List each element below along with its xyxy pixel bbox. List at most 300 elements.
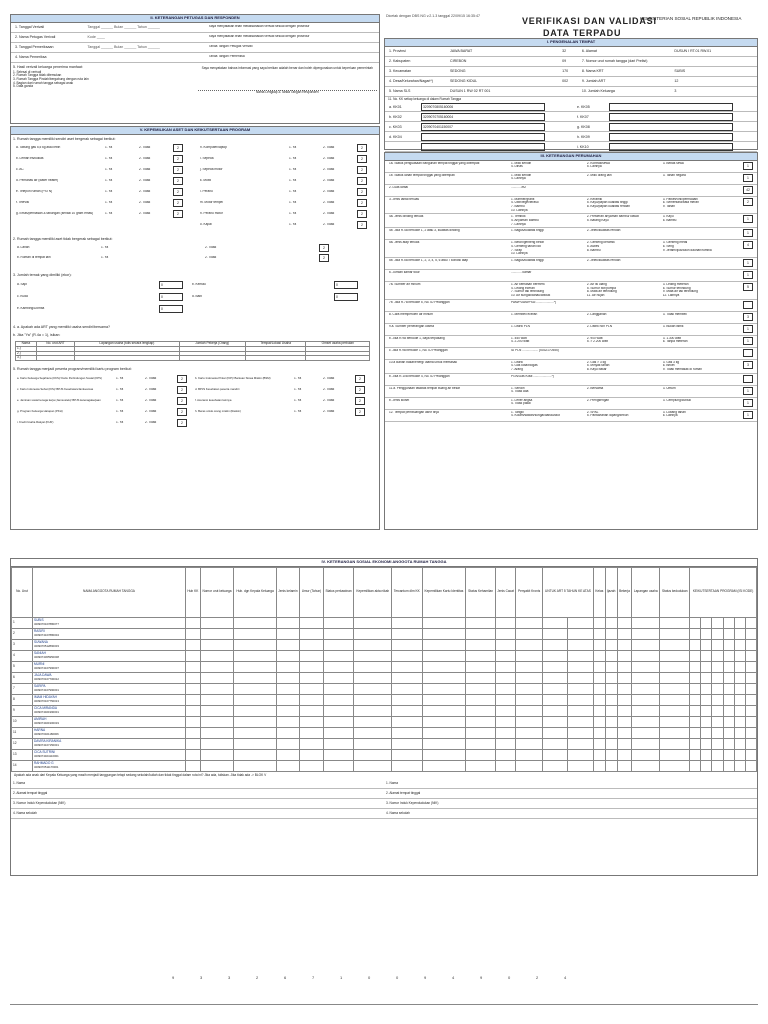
member-code-cell[interactable]	[745, 661, 756, 672]
member-code-cell[interactable]	[701, 760, 712, 771]
member-code-cell[interactable]	[354, 727, 392, 738]
member-code-cell[interactable]	[594, 738, 606, 749]
member-code-cell[interactable]	[422, 628, 466, 639]
member-code-cell[interactable]	[734, 749, 745, 760]
housing-option[interactable]: 7. Sumur tak terlindung	[511, 290, 544, 294]
member-code-cell[interactable]	[712, 705, 723, 716]
member-code-cell[interactable]	[660, 650, 690, 661]
member-code-cell[interactable]	[745, 760, 756, 771]
member-code-cell[interactable]	[723, 617, 734, 628]
member-code-cell[interactable]	[354, 639, 392, 650]
member-code-cell[interactable]	[690, 639, 701, 650]
housing-option[interactable]: 4. Genteng tanah liat	[511, 244, 541, 248]
member-code-cell[interactable]	[712, 617, 723, 628]
asset-no[interactable]: 2. Tidak	[139, 190, 151, 194]
housing-option[interactable]: 2. Gas > 3 kg	[586, 360, 606, 364]
member-code-cell[interactable]	[723, 661, 734, 672]
member-code-cell[interactable]	[542, 694, 568, 705]
member-code-cell[interactable]	[234, 694, 276, 705]
member-code-cell[interactable]	[300, 727, 324, 738]
member-code-cell[interactable]	[234, 639, 276, 650]
member-code-cell[interactable]	[632, 705, 660, 716]
member-code-cell[interactable]	[354, 628, 392, 639]
asset-no[interactable]: 2. Tidak	[323, 212, 335, 216]
asset-yes[interactable]: 1. Ya	[289, 146, 297, 150]
member-code-cell[interactable]	[734, 727, 745, 738]
program-answer-box[interactable]: 2	[177, 386, 187, 394]
housing-option[interactable]: 1. Leher angsa	[511, 398, 533, 402]
member-code-cell[interactable]	[723, 672, 734, 683]
member-code-cell[interactable]	[542, 672, 568, 683]
housing-option[interactable]: 3. Parket/vinil/permadani	[662, 197, 698, 201]
program-no[interactable]: 2. Tidak	[145, 376, 157, 380]
housing-answer-box[interactable]: 3	[743, 361, 753, 369]
member-code-cell[interactable]	[632, 727, 660, 738]
housing-option[interactable]: 4. Dinas	[511, 165, 523, 169]
member-code-cell[interactable]	[617, 617, 632, 628]
housing-option[interactable]: 1. Listrik PLN	[511, 324, 530, 328]
member-code-cell[interactable]	[392, 738, 422, 749]
livestock-count-box[interactable]: 0	[334, 281, 358, 289]
housing-option[interactable]: 3. Cemplung/cubluk	[662, 398, 691, 402]
member-code-cell[interactable]	[422, 694, 466, 705]
member-code-cell[interactable]	[200, 738, 234, 749]
member-code-cell[interactable]	[200, 639, 234, 650]
member-code-cell[interactable]	[594, 705, 606, 716]
member-code-cell[interactable]	[392, 683, 422, 694]
asset-answer-box[interactable]: 2	[357, 155, 367, 163]
member-code-cell[interactable]	[605, 617, 617, 628]
member-code-cell[interactable]	[300, 661, 324, 672]
member-code-cell[interactable]	[723, 760, 734, 771]
member-code-cell[interactable]	[200, 628, 234, 639]
housing-option[interactable]: 7. Arang	[511, 368, 523, 372]
asset-answer-box[interactable]: 2	[173, 188, 183, 196]
member-code-cell[interactable]	[617, 661, 632, 672]
member-code-cell[interactable]	[745, 683, 756, 694]
kk-number[interactable]: 3209070705160004	[421, 113, 545, 121]
housing-answer-box[interactable]: 1	[743, 215, 753, 223]
housing-option[interactable]: 3. Umum	[662, 386, 676, 390]
member-code-cell[interactable]	[745, 727, 756, 738]
housing-answer-box[interactable]	[743, 375, 753, 383]
asset-yes[interactable]: 1. Ya	[289, 179, 297, 183]
member-code-cell[interactable]	[276, 705, 299, 716]
housing-option[interactable]: 4. Gas kota/biogas	[511, 364, 538, 368]
member-code-cell[interactable]	[690, 716, 701, 727]
member-code-cell[interactable]	[495, 694, 516, 705]
member-code-cell[interactable]	[632, 694, 660, 705]
kk-number-right[interactable]	[609, 123, 733, 131]
livestock-count-box[interactable]: 0	[159, 305, 183, 313]
member-code-cell[interactable]	[701, 716, 712, 727]
member-code-cell[interactable]	[323, 716, 354, 727]
asset-answer-box[interactable]: 2	[357, 177, 367, 185]
member-code-cell[interactable]	[186, 639, 201, 650]
program-yes[interactable]: 1. Ya	[294, 376, 302, 380]
member-code-cell[interactable]	[516, 705, 542, 716]
member-code-cell[interactable]	[712, 716, 723, 727]
member-code-cell[interactable]	[186, 694, 201, 705]
housing-option[interactable]: 3. 1.300 watt	[662, 336, 682, 340]
member-code-cell[interactable]	[660, 639, 690, 650]
member-code-cell[interactable]	[568, 650, 594, 661]
member-code-cell[interactable]	[723, 705, 734, 716]
member-code-cell[interactable]	[186, 760, 201, 771]
asset-answer-box[interactable]: 2	[357, 188, 367, 196]
program-no[interactable]: 2. Tidak	[323, 387, 335, 391]
member-code-cell[interactable]	[300, 617, 324, 628]
member-code-cell[interactable]	[234, 683, 276, 694]
asset-no[interactable]: 2. Tidak	[323, 223, 335, 227]
member-code-cell[interactable]	[300, 639, 324, 650]
housing-option[interactable]: 9. Tidak memasak di rumah	[662, 368, 702, 372]
member-code-cell[interactable]	[632, 749, 660, 760]
member-code-cell[interactable]	[542, 727, 568, 738]
officer-row-field[interactable]: Tanggal ______ Bulan ______ Tahun ______	[87, 45, 160, 50]
housing-option[interactable]: 1. Air kemasan bermerk	[511, 282, 545, 286]
program-yes[interactable]: 1. Ya	[116, 387, 124, 391]
member-code-cell[interactable]	[392, 672, 422, 683]
member-code-cell[interactable]	[632, 672, 660, 683]
housing-option[interactable]: ............m2	[511, 185, 527, 189]
member-code-cell[interactable]	[542, 749, 568, 760]
member-code-cell[interactable]	[234, 650, 276, 661]
housing-option[interactable]: 3. Bebas sewa	[662, 161, 684, 165]
member-code-cell[interactable]	[234, 738, 276, 749]
member-code-cell[interactable]	[234, 672, 276, 683]
member-code-cell[interactable]	[605, 628, 617, 639]
member-code-cell[interactable]	[466, 650, 495, 661]
member-code-cell[interactable]	[422, 760, 466, 771]
member-code-cell[interactable]	[617, 705, 632, 716]
asset-no[interactable]: 2. Tidak	[139, 179, 151, 183]
housing-option[interactable]: 10. Lainnya	[511, 252, 528, 256]
member-code-cell[interactable]	[186, 727, 201, 738]
member-code-cell[interactable]	[323, 683, 354, 694]
housing-option[interactable]: 6. Tanpa meteran	[662, 340, 688, 344]
member-code-cell[interactable]	[734, 639, 745, 650]
member-code-cell[interactable]	[392, 639, 422, 650]
member-code-cell[interactable]	[354, 661, 392, 672]
housing-option[interactable]: 6. Sementara/bata merah	[662, 201, 699, 205]
member-code-cell[interactable]	[516, 639, 542, 650]
member-code-cell[interactable]	[300, 672, 324, 683]
program-yes[interactable]: 1. Ya	[294, 409, 302, 413]
result-option[interactable]: 2. Rumah Tangga tidak ditemukan	[13, 73, 62, 78]
member-code-cell[interactable]	[568, 705, 594, 716]
member-code-cell[interactable]	[516, 749, 542, 760]
livestock-count-box[interactable]: 0	[159, 293, 183, 301]
member-code-cell[interactable]	[690, 661, 701, 672]
member-code-cell[interactable]	[422, 716, 466, 727]
housing-option[interactable]: PGN/Gas Kota:.....................*)	[511, 374, 554, 378]
asset-yes[interactable]: 1. Ya	[289, 223, 297, 227]
land-answer-box[interactable]: 2	[319, 254, 329, 262]
housing-option[interactable]: 1. Tembok	[511, 215, 526, 219]
livestock-count-box[interactable]: 0	[334, 293, 358, 301]
member-code-cell[interactable]	[495, 716, 516, 727]
member-code-cell[interactable]	[466, 672, 495, 683]
asset-no[interactable]: 2. Tidak	[139, 168, 151, 172]
asset-yes[interactable]: 1. Ya	[105, 168, 113, 172]
school-right-field[interactable]: 1. Nama	[384, 779, 757, 789]
school-right-field[interactable]: 3. Nomor Induk Kependudukan (NIK)	[384, 799, 757, 809]
member-code-cell[interactable]	[354, 738, 392, 749]
asset-answer-box[interactable]: 2	[357, 221, 367, 229]
member-code-cell[interactable]	[495, 738, 516, 749]
housing-answer-box[interactable]	[743, 301, 753, 309]
program-no[interactable]: 2. Tidak	[323, 376, 335, 380]
housing-option[interactable]: 2. Jelek/kualitas rendah	[586, 258, 621, 262]
member-code-cell[interactable]	[300, 716, 324, 727]
school-left-field[interactable]: 3. Nomor Induk Kependudukan (NIK)	[11, 799, 384, 809]
member-code-cell[interactable]	[542, 716, 568, 727]
member-code-cell[interactable]	[617, 694, 632, 705]
housing-answer-box[interactable]: 2	[743, 198, 753, 206]
member-code-cell[interactable]	[594, 672, 606, 683]
member-code-cell[interactable]	[568, 683, 594, 694]
member-code-cell[interactable]	[186, 749, 201, 760]
housing-option[interactable]: 7. Bambu	[511, 204, 525, 208]
member-code-cell[interactable]	[466, 760, 495, 771]
member-code-cell[interactable]	[632, 628, 660, 639]
asset-no[interactable]: 2. Tidak	[323, 179, 335, 183]
member-code-cell[interactable]	[660, 661, 690, 672]
member-code-cell[interactable]	[234, 617, 276, 628]
housing-option[interactable]: 2. Keramik	[586, 197, 603, 201]
member-code-cell[interactable]	[617, 628, 632, 639]
member-code-cell[interactable]	[605, 760, 617, 771]
asset-yes[interactable]: 1. Ya	[105, 157, 113, 161]
housing-answer-box[interactable]: 1	[743, 337, 753, 345]
member-code-cell[interactable]	[712, 694, 723, 705]
asset-yes[interactable]: 1. Ya	[289, 201, 297, 205]
member-code-cell[interactable]	[392, 727, 422, 738]
housing-answer-box[interactable]: 5	[743, 283, 753, 291]
member-code-cell[interactable]	[276, 661, 299, 672]
housing-option[interactable]: 7. Lainnya	[511, 222, 526, 226]
member-code-cell[interactable]	[660, 749, 690, 760]
member-code-cell[interactable]	[323, 617, 354, 628]
program-answer-box[interactable]: 2	[355, 397, 365, 405]
member-code-cell[interactable]	[617, 639, 632, 650]
housing-option[interactable]: 5. > 2.200 watt	[586, 340, 608, 344]
member-code-cell[interactable]	[745, 639, 756, 650]
housing-option[interactable]: 3. Tanah negara	[662, 173, 686, 177]
asset-yes[interactable]: 1. Ya	[105, 201, 113, 205]
member-code-cell[interactable]	[276, 683, 299, 694]
member-code-cell[interactable]	[690, 683, 701, 694]
housing-option[interactable]: 5. Sumur bor/pompa	[586, 286, 616, 290]
member-code-cell[interactable]	[660, 705, 690, 716]
member-code-cell[interactable]	[701, 705, 712, 716]
housing-option[interactable]: 5. Asbes	[586, 244, 600, 248]
housing-answer-box[interactable]: 1	[743, 411, 753, 419]
school-left-field[interactable]: 2. Alamat tempat tinggal	[11, 789, 384, 799]
member-code-cell[interactable]	[354, 749, 392, 760]
member-code-cell[interactable]	[542, 639, 568, 650]
member-code-cell[interactable]	[466, 661, 495, 672]
member-code-cell[interactable]	[495, 650, 516, 661]
housing-answer-box[interactable]: 1	[743, 229, 753, 237]
housing-option[interactable]: 9. Jerami/ijuk/daun daunan/rumbia	[662, 248, 712, 252]
housing-option[interactable]: 3. Kayu	[662, 215, 674, 219]
member-code-cell[interactable]	[516, 694, 542, 705]
member-code-cell[interactable]	[495, 639, 516, 650]
member-code-cell[interactable]	[234, 760, 276, 771]
member-code-cell[interactable]	[323, 661, 354, 672]
member-code-cell[interactable]	[276, 617, 299, 628]
housing-option[interactable]: 3. Lubang tanah	[662, 410, 686, 414]
member-code-cell[interactable]	[186, 650, 201, 661]
member-code-cell[interactable]	[617, 716, 632, 727]
program-no[interactable]: 2. Tidak	[145, 420, 157, 424]
member-code-cell[interactable]	[200, 672, 234, 683]
member-code-cell[interactable]	[422, 727, 466, 738]
member-code-cell[interactable]	[516, 661, 542, 672]
program-no[interactable]: 2. Tidak	[323, 398, 335, 402]
housing-option[interactable]: 11. Air hujan	[586, 294, 605, 297]
member-code-cell[interactable]	[422, 738, 466, 749]
member-code-cell[interactable]	[234, 716, 276, 727]
housing-answer-box[interactable]: 1	[743, 387, 753, 395]
member-code-cell[interactable]	[594, 628, 606, 639]
member-code-cell[interactable]	[234, 661, 276, 672]
member-code-cell[interactable]	[594, 727, 606, 738]
member-code-cell[interactable]	[323, 672, 354, 683]
member-code-cell[interactable]	[186, 683, 201, 694]
program-yes[interactable]: 1. Ya	[116, 409, 124, 413]
member-code-cell[interactable]	[422, 617, 466, 628]
member-code-cell[interactable]	[632, 738, 660, 749]
school-right-field[interactable]: 4. Nama sekolah	[384, 809, 757, 819]
housing-option[interactable]: 1. Marmer/granit	[511, 197, 535, 201]
housing-option[interactable]: 3. Tidak membeli	[662, 312, 687, 316]
result-option[interactable]: 1. Selesai di verivali	[13, 69, 42, 74]
asset-answer-box[interactable]: 2	[357, 210, 367, 218]
member-code-cell[interactable]	[392, 617, 422, 628]
member-code-cell[interactable]	[690, 727, 701, 738]
member-code-cell[interactable]	[568, 716, 594, 727]
asset-yes[interactable]: 1. Ya	[289, 157, 297, 161]
member-code-cell[interactable]	[617, 760, 632, 771]
member-code-cell[interactable]	[632, 716, 660, 727]
member-code-cell[interactable]	[712, 661, 723, 672]
asset-no[interactable]: 2. Tidak	[323, 157, 335, 161]
housing-option[interactable]: 2. Bersama	[586, 386, 604, 390]
member-code-cell[interactable]	[617, 727, 632, 738]
member-code-cell[interactable]	[392, 650, 422, 661]
member-code-cell[interactable]	[690, 650, 701, 661]
member-code-cell[interactable]	[495, 617, 516, 628]
housing-option[interactable]: 2. Genteng keramik	[586, 241, 615, 245]
housing-answer-box[interactable]: 1	[743, 399, 753, 407]
member-code-cell[interactable]	[712, 639, 723, 650]
member-code-cell[interactable]	[234, 628, 276, 639]
member-code-cell[interactable]	[605, 672, 617, 683]
member-code-cell[interactable]	[594, 683, 606, 694]
housing-option[interactable]: 4. Ubin/tegel/teraso	[511, 201, 539, 205]
member-code-cell[interactable]	[276, 716, 299, 727]
program-no[interactable]: 2. Tidak	[145, 398, 157, 402]
housing-option[interactable]: 1. 450 watt	[511, 336, 527, 340]
housing-answer-box[interactable]: 1	[743, 259, 753, 267]
asset-answer-box[interactable]: 2	[357, 144, 367, 152]
member-code-cell[interactable]	[701, 617, 712, 628]
member-code-cell[interactable]	[516, 683, 542, 694]
member-code-cell[interactable]	[354, 617, 392, 628]
member-code-cell[interactable]	[734, 617, 745, 628]
school-left-field[interactable]: 4. Nama sekolah	[11, 809, 384, 819]
housing-answer-box[interactable]: 1	[743, 325, 753, 333]
member-code-cell[interactable]	[712, 683, 723, 694]
housing-option[interactable]: 8. Kayu bakar	[586, 368, 607, 372]
member-code-cell[interactable]	[605, 661, 617, 672]
member-code-cell[interactable]	[300, 683, 324, 694]
asset-yes[interactable]: 1. Ya	[289, 168, 297, 172]
member-code-cell[interactable]	[354, 705, 392, 716]
program-answer-box[interactable]: 2	[355, 408, 365, 416]
housing-answer-box[interactable]: 3	[743, 313, 753, 321]
member-code-cell[interactable]	[300, 628, 324, 639]
housing-option[interactable]: 3. Gas 3 kg	[662, 360, 680, 364]
member-code-cell[interactable]	[466, 628, 495, 639]
member-code-cell[interactable]	[734, 694, 745, 705]
housing-option[interactable]: 6. Seng	[662, 244, 674, 248]
member-code-cell[interactable]	[568, 749, 594, 760]
kk-number-right[interactable]	[609, 113, 733, 121]
member-code-cell[interactable]	[617, 749, 632, 760]
program-yes[interactable]: 1. Ya	[116, 376, 124, 380]
program-no[interactable]: 2. Tidak	[145, 409, 157, 413]
housing-answer-box[interactable]: 1	[743, 174, 753, 182]
land-yes[interactable]: 1. Ya	[101, 256, 109, 259]
member-code-cell[interactable]	[723, 749, 734, 760]
member-code-cell[interactable]	[276, 760, 299, 771]
member-code-cell[interactable]	[186, 628, 201, 639]
member-code-cell[interactable]	[723, 650, 734, 661]
kk-number[interactable]: 3209070401150007	[421, 123, 545, 131]
land-no[interactable]: 2. Tidak	[205, 246, 217, 249]
member-code-cell[interactable]	[186, 672, 201, 683]
asset-yes[interactable]: 1. Ya	[289, 212, 297, 216]
member-code-cell[interactable]	[392, 760, 422, 771]
member-code-cell[interactable]	[542, 705, 568, 716]
member-code-cell[interactable]	[568, 738, 594, 749]
member-code-cell[interactable]	[723, 628, 734, 639]
member-code-cell[interactable]	[186, 705, 201, 716]
member-code-cell[interactable]	[276, 650, 299, 661]
asset-answer-box[interactable]: 2	[173, 144, 183, 152]
member-code-cell[interactable]	[354, 650, 392, 661]
housing-option[interactable]: 4. 2.200 watt	[511, 340, 530, 344]
member-code-cell[interactable]	[701, 683, 712, 694]
member-code-cell[interactable]	[516, 716, 542, 727]
member-code-cell[interactable]	[323, 727, 354, 738]
housing-option[interactable]: 1. Tangki	[511, 410, 524, 414]
member-code-cell[interactable]	[701, 628, 712, 639]
housing-option[interactable]: 2. Plengsengan	[586, 398, 610, 402]
member-code-cell[interactable]	[701, 749, 712, 760]
housing-answer-box[interactable]: 42	[743, 186, 753, 194]
member-code-cell[interactable]	[495, 628, 516, 639]
housing-option[interactable]: 1. Bagus/kualitas tinggi	[511, 258, 544, 262]
asset-no[interactable]: 2. Tidak	[323, 146, 335, 150]
member-code-cell[interactable]	[568, 694, 594, 705]
housing-option[interactable]: PAM/PDAM/PSU:....................*)	[511, 300, 557, 304]
member-code-cell[interactable]	[186, 716, 201, 727]
